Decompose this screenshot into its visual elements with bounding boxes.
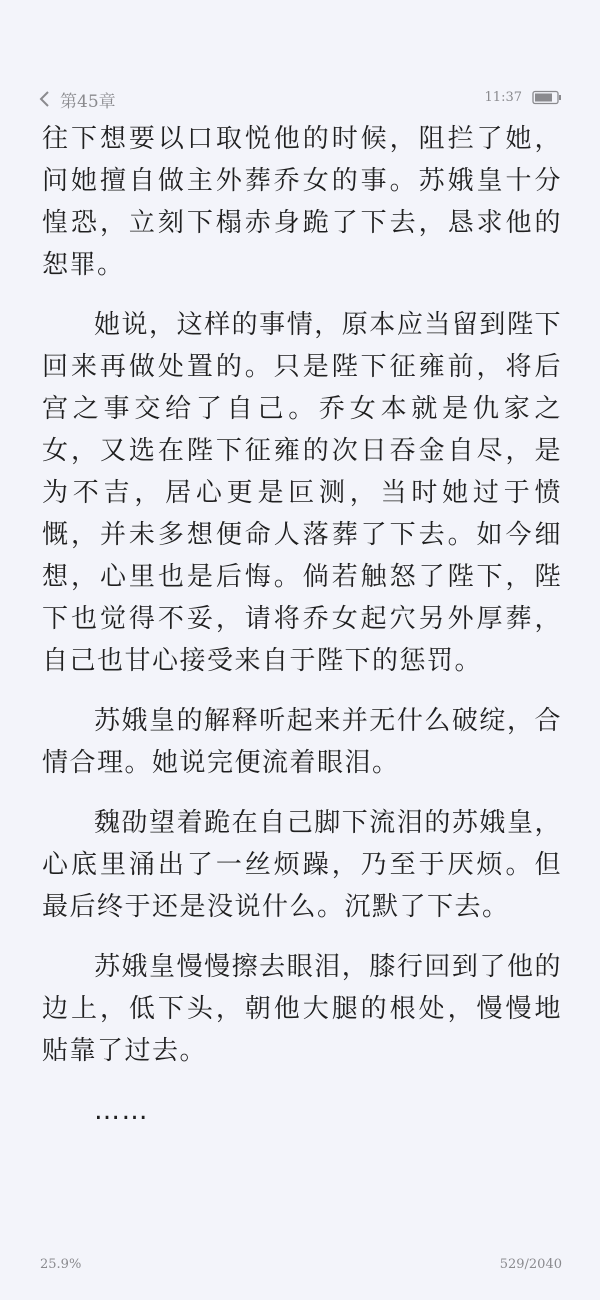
reading-progress: 25.9%	[40, 1257, 82, 1272]
chapter-title: 第45章	[60, 91, 116, 112]
reader-top-bar	[36, 84, 562, 116]
reading-content[interactable]	[42, 118, 562, 1150]
paragraph-4: 魏劭望着跪在自己脚下流泪的苏娥皇，心底里涌出了一丝烦躁，乃至于厌烦。但最后终于还是没说什么。沉默了下去。	[42, 808, 562, 922]
chevron-left-icon	[36, 86, 54, 112]
back-button[interactable]	[36, 86, 116, 112]
paragraph-1: 往下想要以口取悦他的时候，阻拦了她，问她擅自做主外葬乔女的事。苏娥皇十分惶恐，立刻下榻赤身跪了下去，恳求他的恕罪。	[42, 124, 562, 280]
battery-icon	[532, 90, 562, 105]
status-area	[485, 90, 562, 105]
paragraph-2: 她说，这样的事情，原本应当留到陛下回来再做处置的。只是陛下征雍前，将后宫之事交给了自己。乔女本就是仇家之女，又选在陛下征雍的次日吞金自尽，是为不吉，居心更是叵测，当时她过于愤慨，并未多想便命人落葬了下去。如今细想，心里也是后悔。倘若触怒了陛下，陛下也觉得不妥，请将乔女起穴另外厚葬，自己也甘心接受来自于陛下的惩罚。	[42, 310, 562, 676]
page-indicator: 529/2040	[499, 1257, 562, 1272]
clock: 11:37	[484, 90, 522, 105]
paragraph-3: 苏娥皇的解释听起来并无什么破绽，合情合理。她说完便流着眼泪。	[42, 706, 562, 778]
paragraph-5: 苏娥皇慢慢擦去眼泪，膝行回到了他的边上，低下头，朝他大腿的根处，慢慢地贴靠了过去。	[42, 952, 562, 1066]
paragraph-6: ……	[94, 1096, 149, 1126]
